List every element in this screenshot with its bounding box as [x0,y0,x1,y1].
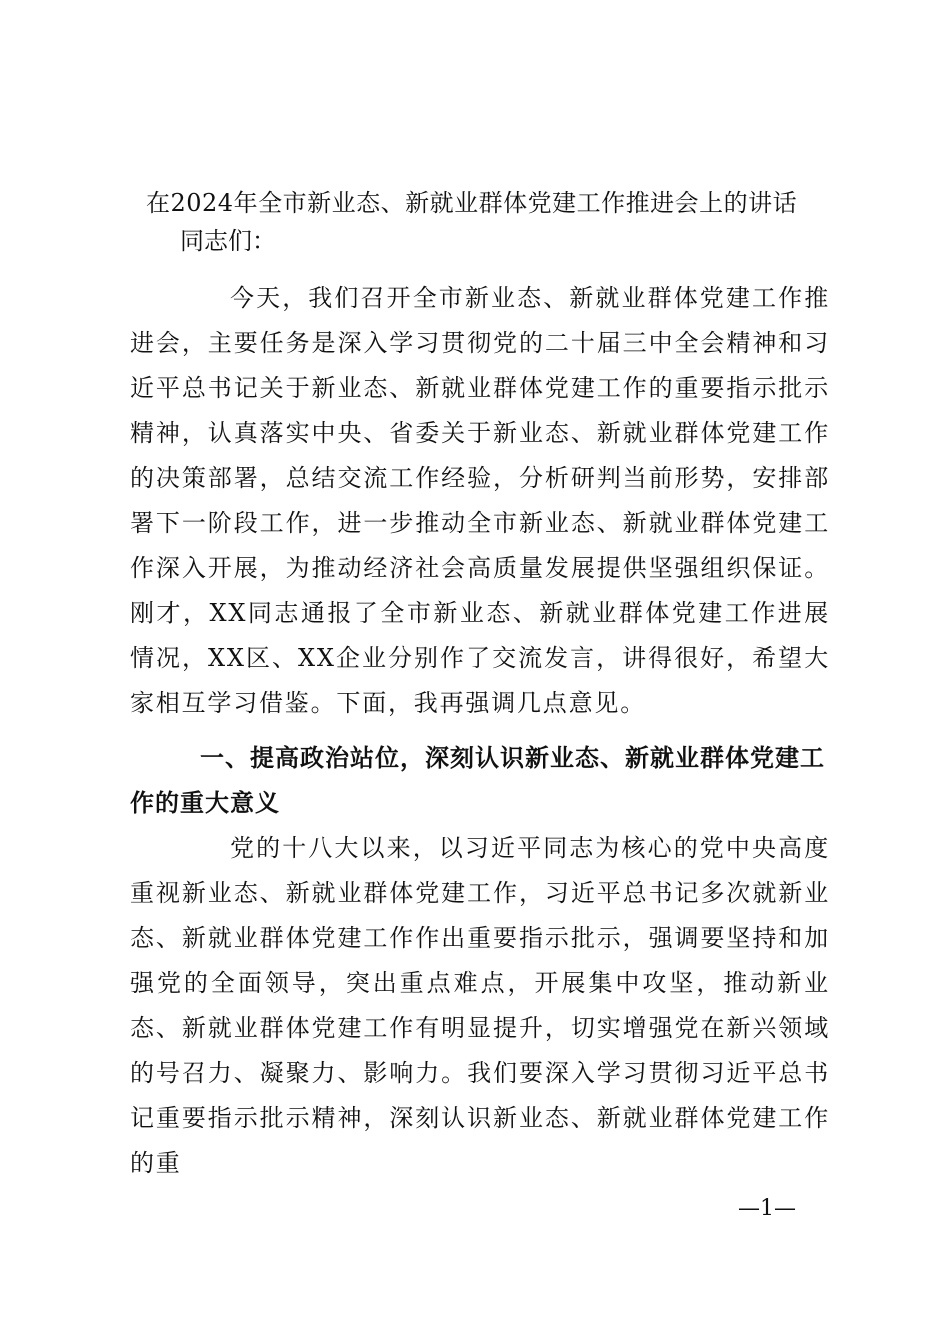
paragraph-body: 党的十八大以来，以习近平同志为核心的党中央高度重视新业态、新就业群体党建工作，习近平总书记多次就新业态、新就业群体党建工作作出重要指示批示，强调要坚持和加强党的全面领导，突出重点难点，开展集中攻坚，推动新业态、新就业群体党建工作有明显提升，切实增强党在新兴领域的号召力、凝聚力、影响力。我们要深入学习贯彻习近平总书记重要指示批示精神，深刻认识新业态、新就业群体党建工作的重 [130,834,830,1177]
document-title: 在2024年全市新业态、新就业群体党建工作推进会上的讲话 [146,189,798,217]
section-heading: 一、提高政治站位，深刻认识新业态、新就业群体党建工作的重大意义 [130,744,825,817]
page-number: —1— [738,1196,796,1221]
paragraph-intro: 今天，我们召开全市新业态、新就业群体党建工作推进会，主要任务是深入学习贯彻党的二十届三中全会精神和习近平总书记关于新业态、新就业群体党建工作的重要指示批示精神，认真落实中央、省委关于新业态、新就业群体党建工作的决策部署，总结交流工作经验，分析研判当前形势，安排部署下一阶段工作，进一步推动全市新业态、新就业群体党建工作深入开展，为推动经济社会高质量发展提供坚强组织保证。刚才，XX同志通报了全市新业态、新就业群体党建工作进展情况，XX区、XX企业分别作了交流发言，讲得很好，希望大家相互学习借鉴。下面，我再强调几点意见。 [130,284,830,717]
greeting: 同志们： [180,227,276,255]
